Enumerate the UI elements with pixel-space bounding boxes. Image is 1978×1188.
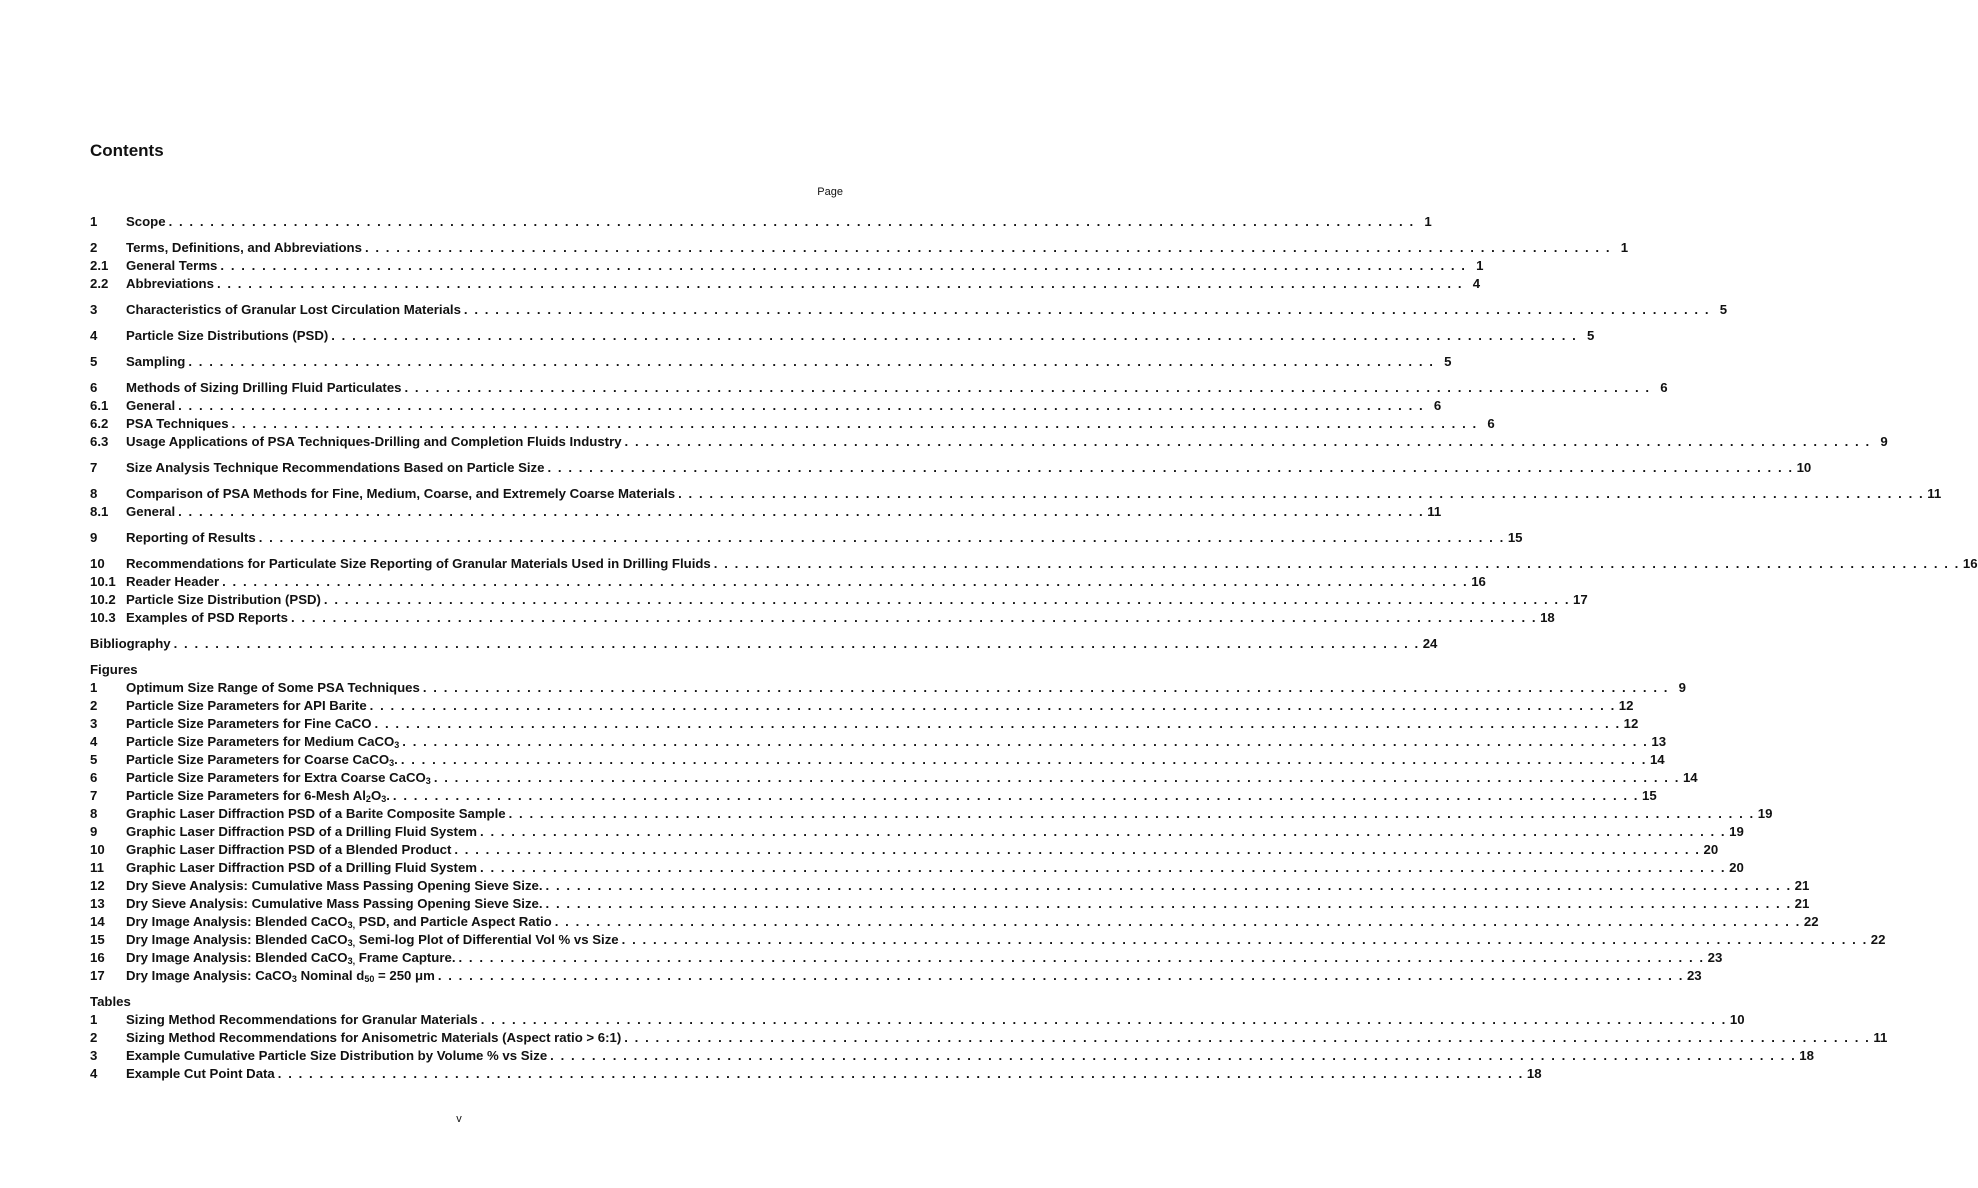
title-text: O bbox=[370, 788, 382, 803]
title-text: . bbox=[386, 788, 390, 803]
dot-leader: . . . . . . . . . . . . . . . . . . . . . . . . . . . . . . . . . . . . . . . . . . . . . . . . . . . . . . . . . . . . . . . . . . . . . . . . . . . . . . . . . . . . . . . . . . . . . . . . . . . . . . . . . . . . . . . . . . . . . . . . bbox=[220, 258, 1467, 273]
figure-entry-number: 17 bbox=[90, 968, 105, 983]
toc-entry-title bbox=[126, 353, 185, 371]
subscript: 3, bbox=[347, 938, 356, 948]
figure-entry-page: 20 bbox=[1729, 860, 1744, 875]
toc-entry-page: 11 bbox=[1427, 504, 1442, 519]
title-text: Particle Size Parameters for Coarse CaCO bbox=[126, 752, 390, 767]
table-entry-number: 1 bbox=[90, 1012, 98, 1027]
figure-entry-title bbox=[126, 733, 399, 751]
subscript: 3, bbox=[347, 956, 356, 966]
title-text: Semi-log Plot of Differential Vol % vs Size bbox=[355, 932, 619, 947]
figure-entry-title bbox=[126, 859, 477, 877]
figure-entry-page: 15 bbox=[1642, 788, 1657, 803]
toc-entry-title bbox=[126, 415, 229, 433]
title-text: = 250 μm bbox=[374, 968, 435, 983]
toc-entry-page: 1 bbox=[1620, 240, 1629, 255]
dot-leader: . . . . . . . . . . . . . . . . . . . . . . . . . . . . . . . . . . . . . . . . . . . . . . . . . . . . . . . . . . . . . . . . . . . . . . . . . . . . . . . . . . . . . . . . . . . . . . . . . . . . . . . . . . . . . . . . . . . . . . . . bbox=[222, 574, 1469, 589]
toc-entry-title bbox=[126, 239, 362, 257]
title-text: Dry Image Analysis: Blended CaCO bbox=[126, 932, 348, 947]
subscript: 50 bbox=[364, 974, 375, 984]
figure-entry-row[interactable] bbox=[90, 967, 1702, 985]
figure-entry-title bbox=[126, 877, 543, 895]
title-text: Example Cumulative Particle Size Distribution by Volume % vs Size bbox=[126, 1048, 548, 1063]
toc-entry-title bbox=[126, 573, 219, 591]
figure-entry-title bbox=[126, 805, 506, 823]
figure-entry-row[interactable] bbox=[90, 841, 1719, 859]
dot-leader: . . . . . . . . . . . . . . . . . . . . . . . . . . . . . . . . . . . . . . . . . . . . . . . . . . . . . . . . . . . . . . . . . . . . . . . . . . . . . . . . . . . . . . . . . . . . . . . . . . . . . . . . . . . . . . . . . . . . . . . . bbox=[422, 680, 1669, 695]
figure-entry-number: 7 bbox=[90, 788, 98, 803]
table-entry-title bbox=[126, 1011, 478, 1029]
title-text: . bbox=[394, 752, 398, 767]
figure-entry-title bbox=[126, 823, 477, 841]
subscript: 3, bbox=[347, 920, 356, 930]
table-entry-page: 10 bbox=[1729, 1012, 1745, 1027]
figure-entry-row[interactable] bbox=[90, 859, 1744, 877]
figure-entry-number: 2 bbox=[90, 698, 98, 713]
figure-entry-row[interactable] bbox=[90, 679, 1686, 697]
title-text: Scope bbox=[126, 214, 166, 229]
table-entry-title bbox=[126, 1065, 275, 1083]
figure-entry-number: 11 bbox=[90, 860, 104, 875]
dot-leader: . . . . . . . . . . . . . . . . . . . . . . . . . . . . . . . . . . . . . . . . . . . . . . . . . . . . . . . . . . . . . . . . . . . . . . . . . . . . . . . . . . . . . . . . . . . . . . . . . . . . . . . . . . . . . . . . . . . . . . . . bbox=[290, 610, 1538, 625]
dot-leader: . . . . . . . . . . . . . . . . . . . . . . . . . . . . . . . . . . . . . . . . . . . . . . . . . . . . . . . . . . . . . . . . . . . . . . . . . . . . . . . . . . . . . . . . . . . . . . . . . . . . . . . . . . . . . . . . . . . . . . . . bbox=[178, 398, 1425, 413]
toc-entry-row[interactable] bbox=[90, 397, 1442, 415]
figure-entry-page: 21 bbox=[1794, 896, 1810, 911]
table-entry-number: 4 bbox=[90, 1066, 98, 1081]
title-text: PSD, and Particle Aspect Ratio bbox=[355, 914, 552, 929]
dot-leader: . . . . . . . . . . . . . . . . . . . . . . . . . . . . . . . . . . . . . . . . . . . . . . . . . . . . . . . . . . . . . . . . . . . . . . . . . . . . . . . . . . . . . . . . . . . . . . . . . . . . . . . . . . . . . . . . . . . . . . . . bbox=[392, 788, 1640, 803]
figure-entry-row[interactable] bbox=[90, 877, 1810, 895]
subscript: 3 bbox=[425, 776, 431, 786]
bibliography-row[interactable] bbox=[90, 635, 1438, 653]
subscript: 3 bbox=[291, 974, 297, 984]
title-text: Particle Size Distributions (PSD) bbox=[126, 328, 329, 343]
figure-entry-title bbox=[126, 895, 543, 913]
toc-entry-page: 16 bbox=[1471, 574, 1486, 589]
title-text: Sizing Method Recommendations for Anisometric Materials (Aspect ratio > 6:1) bbox=[126, 1030, 622, 1045]
title-text: Frame Capture. bbox=[355, 950, 456, 965]
figure-entry-number: 4 bbox=[90, 734, 98, 749]
page-column-label: Page bbox=[817, 186, 843, 198]
dot-leader: . . . . . . . . . . . . . . . . . . . . . . . . . . . . . . . . . . . . . . . . . . . . . . . . . . . . . . . . . . . . . . . . . . . . . . . . . . . . . . . . . . . . . . . . . . . . . . . . . . . . . . . . . . . . . . . . . . . . . . . . bbox=[545, 878, 1792, 893]
figure-entry-title bbox=[126, 715, 372, 733]
figure-entry-number: 10 bbox=[90, 842, 105, 857]
figure-entry-page: 23 bbox=[1686, 968, 1702, 983]
table-entry-number: 2 bbox=[90, 1030, 98, 1045]
toc-entry-number: 8 bbox=[90, 486, 98, 501]
toc-entry-title bbox=[126, 609, 288, 627]
figure-entry-number: 9 bbox=[90, 824, 98, 839]
title-text: Particle Size Parameters for Extra Coarse CaCO bbox=[126, 770, 426, 785]
table-entry-title bbox=[126, 1047, 547, 1065]
toc-entry-page: 6 bbox=[1660, 380, 1668, 395]
table-of-contents bbox=[90, 205, 1978, 1083]
title-text: Dry Sieve Analysis: Cumulative Mass Passing Opening Sieve Size. bbox=[126, 878, 543, 893]
subscript: 2 bbox=[365, 794, 371, 804]
subscript: 3 bbox=[381, 794, 387, 804]
figure-entry-row[interactable] bbox=[90, 895, 1810, 913]
table-entry-title bbox=[126, 1029, 621, 1047]
bibliography-page: 24 bbox=[1422, 636, 1438, 651]
dot-leader: . . . . . . . . . . . . . . . . . . . . . . . . . . . . . . . . . . . . . . . . . . . . . . . . . . . . . . . . . . . . . . . . . . . . . . . . . . . . . . . . . . . . . . . . . . . . . . . . . . . . . . . . . . . . . . . . . . . . . . . . bbox=[463, 302, 1711, 317]
toc-entry-row[interactable] bbox=[90, 433, 1888, 451]
toc-entry-page: 11 bbox=[1927, 486, 1942, 501]
toc-entry-number: 7 bbox=[90, 460, 98, 475]
title-text: Particle Size Distribution (PSD) bbox=[126, 592, 321, 607]
dot-leader: . . . . . . . . . . . . . . . . . . . . . . . . . . . . . . . . . . . . . . . . . . . . . . . . . . . . . . . . . . . . . . . . . . . . . . . . . . . . . . . . . . . . . . . . . . . . . . . . . . . . . . . . . . . . . . . . . . . . . . . . bbox=[402, 734, 1649, 749]
dot-leader: . . . . . . . . . . . . . . . . . . . . . . . . . . . . . . . . . . . . . . . . . . . . . . . . . . . . . . . . . . . . . . . . . . . . . . . . . . . . . . . . . . . . . . . . . . . . . . . . . . . . . . . . . . . . . . . . . . . . . . . . bbox=[713, 556, 1960, 571]
figure-entry-title bbox=[126, 697, 367, 715]
figure-entry-page: 14 bbox=[1649, 752, 1665, 767]
title-text: Bibliography bbox=[90, 636, 171, 651]
table-entry-row[interactable] bbox=[90, 1029, 1888, 1047]
table-entry-page: 18 bbox=[1526, 1066, 1542, 1081]
title-text: Sampling bbox=[126, 354, 186, 369]
title-text: Graphic Laser Diffraction PSD of a Drilling Fluid System bbox=[126, 824, 478, 839]
title-text: Reporting of Results bbox=[126, 530, 256, 545]
figure-entry-page: 23 bbox=[1707, 950, 1723, 965]
toc-entry-row[interactable] bbox=[90, 327, 1595, 345]
dot-leader: . . . . . . . . . . . . . . . . . . . . . . . . . . . . . . . . . . . . . . . . . . . . . . . . . . . . . . . . . . . . . . . . . . . . . . . . . . . . . . . . . . . . . . . . . . . . . . . . . . . . . . . . . . . . . . . . . . . . . . . . bbox=[400, 752, 1647, 767]
toc-entry-title bbox=[126, 433, 622, 451]
toc-entry-number: 6.3 bbox=[90, 434, 109, 449]
table-entry-row[interactable] bbox=[90, 1047, 1814, 1065]
toc-entry-title bbox=[126, 555, 711, 573]
figure-entry-number: 5 bbox=[90, 752, 98, 767]
dot-leader: . . . . . . . . . . . . . . . . . . . . . . . . . . . . . . . . . . . . . . . . . . . . . . . . . . . . . . . . . . . . . . . . . . . . . . . . . . . . . . . . . . . . . . . . . . . . . . . . . . . . . . . . . . . . . . . . . . . . . . . . bbox=[231, 416, 1478, 431]
figure-entry-page: 20 bbox=[1703, 842, 1719, 857]
toc-entry-number: 4 bbox=[90, 328, 98, 343]
figure-entry-number: 8 bbox=[90, 806, 98, 821]
figure-entry-number: 6 bbox=[90, 770, 98, 785]
title-text: General bbox=[126, 504, 176, 519]
dot-leader: . . . . . . . . . . . . . . . . . . . . . . . . . . . . . . . . . . . . . . . . . . . . . . . . . . . . . . . . . . . . . . . . . . . . . . . . . . . . . . . . . . . . . . . . . . . . . . . . . . . . . . . . . . . . . . . . . . . . . . . . bbox=[364, 240, 1612, 255]
figure-entry-row[interactable] bbox=[90, 733, 1667, 751]
dot-leader: . . . . . . . . . . . . . . . . . . . . . . . . . . . . . . . . . . . . . . . . . . . . . . . . . . . . . . . . . . . . . . . . . . . . . . . . . . . . . . . . . . . . . . . . . . . . . . . . . . . . . . . . . . . . . . . . . . . . . . . . bbox=[433, 770, 1680, 785]
toc-entry-number: 8.1 bbox=[90, 504, 109, 519]
toc-entry-row[interactable] bbox=[90, 503, 1442, 521]
figure-entry-title bbox=[126, 751, 398, 769]
toc-entry-page: 6 bbox=[1487, 416, 1495, 431]
toc-entry-row[interactable] bbox=[90, 213, 1432, 231]
title-text: Particle Size Parameters for Fine CaCO bbox=[126, 716, 372, 731]
toc-entry-title bbox=[126, 213, 166, 231]
toc-entry-row[interactable] bbox=[90, 239, 1629, 257]
toc-entry-row[interactable] bbox=[90, 485, 1942, 503]
title-text: Example Cut Point Data bbox=[126, 1066, 275, 1081]
figure-entry-title bbox=[126, 769, 431, 787]
figure-entry-page: 12 bbox=[1623, 716, 1639, 731]
toc-entry-page: 9 bbox=[1880, 434, 1888, 449]
figure-entry-title bbox=[126, 841, 451, 859]
dot-leader: . . . . . . . . . . . . . . . . . . . . . . . . . . . . . . . . . . . . . . . . . . . . . . . . . . . . . . . . . . . . . . . . . . . . . . . . . . . . . . . . . . . . . . . . . . . . . . . . . . . . . . . . . . . . . . . . . . . . . . . . bbox=[545, 896, 1792, 911]
toc-entry-row[interactable] bbox=[90, 301, 1728, 319]
figure-entry-number: 16 bbox=[90, 950, 105, 965]
toc-entry-number: 9 bbox=[90, 530, 98, 545]
figure-entry-number: 1 bbox=[90, 680, 98, 695]
title-text: Nominal d bbox=[296, 968, 365, 983]
toc-entry-row[interactable] bbox=[90, 591, 1588, 609]
subscript: 3 bbox=[394, 740, 400, 750]
toc-entry-number: 2.1 bbox=[90, 258, 109, 273]
tables-heading: Tables bbox=[90, 994, 131, 1009]
dot-leader: . . . . . . . . . . . . . . . . . . . . . . . . . . . . . . . . . . . . . . . . . . . . . . . . . . . . . . . . . . . . . . . . . . . . . . . . . . . . . . . . . . . . . . . . . . . . . . . . . . . . . . . . . . . . . . . . . . . . . . . . bbox=[554, 914, 1801, 929]
figure-entry-number: 15 bbox=[90, 932, 105, 947]
toc-entry-number: 10.3 bbox=[90, 610, 116, 625]
dot-leader: . . . . . . . . . . . . . . . . . . . . . . . . . . . . . . . . . . . . . . . . . . . . . . . . . . . . . . . . . . . . . . . . . . . . . . . . . . . . . . . . . . . . . . . . . . . . . . . . . . . . . . . . . . . . . . . . . . . . . . . . bbox=[277, 1066, 1524, 1081]
figure-entry-number: 13 bbox=[90, 896, 105, 911]
figure-entry-page: 19 bbox=[1757, 806, 1773, 821]
dot-leader: . . . . . . . . . . . . . . . . . . . . . . . . . . . . . . . . . . . . . . . . . . . . . . . . . . . . . . . . . . . . . . . . . . . . . . . . . . . . . . . . . . . . . . . . . . . . . . . . . . . . . . . . . . . . . . . . . . . . . . . . bbox=[508, 806, 1755, 821]
figure-entry-row[interactable] bbox=[90, 823, 1744, 841]
dot-leader: . . . . . . . . . . . . . . . . . . . . . . . . . . . . . . . . . . . . . . . . . . . . . . . . . . . . . . . . . . . . . . . . . . . . . . . . . . . . . . . . . . . . . . . . . . . . . . . . . . . . . . . . . . . . . . . . . . . . . . . . bbox=[480, 860, 1727, 875]
toc-entry-page: 16 bbox=[1962, 556, 1978, 571]
toc-entry-number: 3 bbox=[90, 302, 98, 317]
dot-leader: . . . . . . . . . . . . . . . . . . . . . . . . . . . . . . . . . . . . . . . . . . . . . . . . . . . . . . . . . . . . . . . . . . . . . . . . . . . . . . . . . . . . . . . . . . . . . . . . . . . . . . . . . . . . . . . . . . . . . . . . bbox=[437, 968, 1684, 983]
title-text: General Terms bbox=[126, 258, 218, 273]
title-text: Recommendations for Particulate Size Reporting of Granular Materials Used in Drilling Fluids bbox=[126, 556, 711, 571]
dot-leader: . . . . . . . . . . . . . . . . . . . . . . . . . . . . . . . . . . . . . . . . . . . . . . . . . . . . . . . . . . . . . . . . . . . . . . . . . . . . . . . . . . . . . . . . . . . . . . . . . . . . . . . . . . . . . . . . . . . . . . . . bbox=[404, 380, 1651, 395]
toc-entry-row[interactable] bbox=[90, 555, 1978, 573]
title-text: PSA Techniques bbox=[126, 416, 229, 431]
title-text: Size Analysis Technique Recommendations Based on Particle Size bbox=[126, 460, 545, 475]
figure-entry-title bbox=[126, 967, 435, 985]
toc-entry-number: 10 bbox=[90, 556, 105, 571]
dot-leader: . . . . . . . . . . . . . . . . . . . . . . . . . . . . . . . . . . . . . . . . . . . . . . . . . . . . . . . . . . . . . . . . . . . . . . . . . . . . . . . . . . . . . . . . . . . . . . . . . . . . . . . . . . . . . . . . . . . . . . . . bbox=[547, 460, 1794, 475]
figure-entry-page: 22 bbox=[1870, 932, 1886, 947]
figure-entry-row[interactable] bbox=[90, 769, 1698, 787]
figure-entry-row[interactable] bbox=[90, 787, 1657, 805]
title-text: Sizing Method Recommendations for Granular Materials bbox=[126, 1012, 478, 1027]
title-text: Dry Image Analysis: CaCO bbox=[126, 968, 292, 983]
figure-entry-row[interactable] bbox=[90, 805, 1773, 823]
toc-entry-title bbox=[126, 275, 214, 293]
title-text: Comparison of PSA Methods for Fine, Medium, Coarse, and Extremely Coarse Materials bbox=[126, 486, 676, 501]
dot-leader: . . . . . . . . . . . . . . . . . . . . . . . . . . . . . . . . . . . . . . . . . . . . . . . . . . . . . . . . . . . . . . . . . . . . . . . . . . . . . . . . . . . . . . . . . . . . . . . . . . . . . . . . . . . . . . . . . . . . . . . . bbox=[454, 842, 1701, 857]
toc-entry-number: 2 bbox=[90, 240, 98, 255]
page-number-footer: v bbox=[456, 1113, 462, 1125]
toc-entry-page: 18 bbox=[1540, 610, 1555, 625]
title-text: Terms, Definitions, and Abbreviations bbox=[126, 240, 362, 255]
figure-entry-title bbox=[126, 787, 390, 805]
figure-entry-title bbox=[126, 913, 552, 931]
title-text: Particle Size Parameters for 6-Mesh Al bbox=[126, 788, 366, 803]
dot-leader: . . . . . . . . . . . . . . . . . . . . . . . . . . . . . . . . . . . . . . . . . . . . . . . . . . . . . . . . . . . . . . . . . . . . . . . . . . . . . . . . . . . . . . . . . . . . . . . . . . . . . . . . . . . . . . . . . . . . . . . . bbox=[178, 504, 1425, 519]
title-text: Characteristics of Granular Lost Circulation Materials bbox=[126, 302, 461, 317]
figures-heading: Figures bbox=[90, 662, 138, 677]
toc-entry-page: 5 bbox=[1719, 302, 1728, 317]
figure-entry-page: 21 bbox=[1794, 878, 1810, 893]
toc-entry-row[interactable] bbox=[90, 257, 1484, 275]
dot-leader: . . . . . . . . . . . . . . . . . . . . . . . . . . . . . . . . . . . . . . . . . . . . . . . . . . . . . . . . . . . . . . . . . . . . . . . . . . . . . . . . . . . . . . . . . . . . . . . . . . . . . . . . . . . . . . . . . . . . . . . . bbox=[374, 716, 1621, 731]
toc-entry-number: 5 bbox=[90, 354, 98, 369]
dot-leader: . . . . . . . . . . . . . . . . . . . . . . . . . . . . . . . . . . . . . . . . . . . . . . . . . . . . . . . . . . . . . . . . . . . . . . . . . . . . . . . . . . . . . . . . . . . . . . . . . . . . . . . . . . . . . . . . . . . . . . . . bbox=[621, 932, 1868, 947]
title-text: Optimum Size Range of Some PSA Techniques bbox=[126, 680, 420, 695]
dot-leader: . . . . . . . . . . . . . . . . . . . . . . . . . . . . . . . . . . . . . . . . . . . . . . . . . . . . . . . . . . . . . . . . . . . . . . . . . . . . . . . . . . . . . . . . . . . . . . . . . . . . . . . . . . . . . . . . . . . . . . . . bbox=[331, 328, 1578, 343]
title-text: Particle Size Parameters for API Barite bbox=[126, 698, 367, 713]
toc-entry-number: 10.2 bbox=[90, 592, 116, 607]
toc-entry-number: 10.1 bbox=[90, 574, 116, 589]
title-text: Abbreviations bbox=[126, 276, 214, 291]
figure-entry-page: 14 bbox=[1682, 770, 1698, 785]
subscript: 3 bbox=[389, 758, 395, 768]
toc-entry-page: 5 bbox=[1587, 328, 1595, 343]
toc-entry-title bbox=[126, 301, 461, 319]
figure-entry-row[interactable] bbox=[90, 751, 1665, 769]
toc-entry-row[interactable] bbox=[90, 379, 1668, 397]
page-title: Contents bbox=[90, 141, 164, 160]
toc-entry-title bbox=[126, 397, 175, 415]
toc-entry-page: 5 bbox=[1444, 354, 1452, 369]
dot-leader: . . . . . . . . . . . . . . . . . . . . . . . . . . . . . . . . . . . . . . . . . . . . . . . . . . . . . . . . . . . . . . . . . . . . . . . . . . . . . . . . . . . . . . . . . . . . . . . . . . . . . . . . . . . . . . . . . . . . . . . . bbox=[173, 636, 1420, 651]
title-text: Methods of Sizing Drilling Fluid Particulates bbox=[126, 380, 402, 395]
figure-entry-number: 14 bbox=[90, 914, 105, 929]
toc-entry-row[interactable] bbox=[90, 275, 1481, 293]
title-text: Usage Applications of PSA Techniques-Drilling and Completion Fluids Industry bbox=[126, 434, 622, 449]
dot-leader: . . . . . . . . . . . . . . . . . . . . . . . . . . . . . . . . . . . . . . . . . . . . . . . . . . . . . . . . . . . . . . . . . . . . . . . . . . . . . . . . . . . . . . . . . . . . . . . . . . . . . . . . . . . . . . . . . . . . . . . . bbox=[624, 434, 1871, 449]
figure-entry-page: 13 bbox=[1651, 734, 1667, 749]
dot-leader: . . . . . . . . . . . . . . . . . . . . . . . . . . . . . . . . . . . . . . . . . . . . . . . . . . . . . . . . . . . . . . . . . . . . . . . . . . . . . . . . . . . . . . . . . . . . . . . . . . . . . . . . . . . . . . . . . . . . . . . . bbox=[678, 486, 1925, 501]
toc-entry-title bbox=[126, 459, 544, 477]
figure-entry-row[interactable] bbox=[90, 697, 1634, 715]
toc-entry-row[interactable] bbox=[90, 529, 1523, 547]
figure-entry-page: 9 bbox=[1678, 680, 1686, 695]
figure-entry-title bbox=[126, 679, 420, 697]
toc-entry-number: 2.2 bbox=[90, 276, 109, 291]
figure-entry-page: 22 bbox=[1803, 914, 1819, 929]
figure-entry-page: 12 bbox=[1618, 698, 1634, 713]
toc-entry-page: 4 bbox=[1472, 276, 1481, 291]
dot-leader: . . . . . . . . . . . . . . . . . . . . . . . . . . . . . . . . . . . . . . . . . . . . . . . . . . . . . . . . . . . . . . . . . . . . . . . . . . . . . . . . . . . . . . . . . . . . . . . . . . . . . . . . . . . . . . . . . . . . . . . . bbox=[188, 354, 1435, 369]
title-text: General bbox=[126, 398, 176, 413]
title-text: Dry Image Analysis: Blended CaCO bbox=[126, 914, 348, 929]
table-entry-page: 18 bbox=[1799, 1048, 1814, 1063]
title-text: Reader Header bbox=[126, 574, 220, 589]
title-text: Graphic Laser Diffraction PSD of a Blended Product bbox=[126, 842, 452, 857]
bibliography-title bbox=[90, 635, 171, 653]
toc-entry-title bbox=[126, 591, 321, 609]
toc-entry-number: 6.2 bbox=[90, 416, 109, 431]
dot-leader: . . . . . . . . . . . . . . . . . . . . . . . . . . . . . . . . . . . . . . . . . . . . . . . . . . . . . . . . . . . . . . . . . . . . . . . . . . . . . . . . . . . . . . . . . . . . . . . . . . . . . . . . . . . . . . . . . . . . . . . . bbox=[369, 698, 1616, 713]
figure-entry-row[interactable] bbox=[90, 949, 1723, 967]
title-text: Dry Sieve Analysis: Cumulative Mass Passing Opening Sieve Size. bbox=[126, 896, 543, 911]
toc-entry-page: 1 bbox=[1476, 258, 1484, 273]
title-text: Graphic Laser Diffraction PSD of a Barite Composite Sample bbox=[126, 806, 506, 821]
figure-entry-number: 12 bbox=[90, 878, 105, 893]
toc-entry-number: 6.1 bbox=[90, 398, 109, 413]
toc-entry-page: 10 bbox=[1796, 460, 1812, 475]
dot-leader: . . . . . . . . . . . . . . . . . . . . . . . . . . . . . . . . . . . . . . . . . . . . . . . . . . . . . . . . . . . . . . . . . . . . . . . . . . . . . . . . . . . . . . . . . . . . . . . . . . . . . . . . . . . . . . . . . . . . . . . . bbox=[550, 1048, 1797, 1063]
figure-entry-title bbox=[126, 949, 456, 967]
title-text: Examples of PSD Reports bbox=[126, 610, 288, 625]
figure-entry-row[interactable] bbox=[90, 913, 1819, 931]
toc-entry-title bbox=[126, 503, 175, 521]
table-entry-row[interactable] bbox=[90, 1065, 1542, 1083]
toc-entry-title bbox=[126, 327, 328, 345]
title-text: Dry Image Analysis: Blended CaCO bbox=[126, 950, 348, 965]
dot-leader: . . . . . . . . . . . . . . . . . . . . . . . . . . . . . . . . . . . . . . . . . . . . . . . . . . . . . . . . . . . . . . . . . . . . . . . . . . . . . . . . . . . . . . . . . . . . . . . . . . . . . . . . . . . . . . . . . . . . . . . . bbox=[624, 1030, 1871, 1045]
dot-leader: . . . . . . . . . . . . . . . . . . . . . . . . . . . . . . . . . . . . . . . . . . . . . . . . . . . . . . . . . . . . . . . . . . . . . . . . . . . . . . . . . . . . . . . . . . . . . . . . . . . . . . . . . . . . . . . . . . . . . . . . bbox=[323, 592, 1571, 607]
figure-entry-title bbox=[126, 931, 619, 949]
figure-entry-page: 19 bbox=[1729, 824, 1744, 839]
dot-leader: . . . . . . . . . . . . . . . . . . . . . . . . . . . . . . . . . . . . . . . . . . . . . . . . . . . . . . . . . . . . . . . . . . . . . . . . . . . . . . . . . . . . . . . . . . . . . . . . . . . . . . . . . . . . . . . . . . . . . . . . bbox=[258, 530, 1505, 545]
table-entry-page: 11 bbox=[1873, 1030, 1888, 1045]
toc-entry-page: 15 bbox=[1507, 530, 1523, 545]
toc-entry-row[interactable] bbox=[90, 459, 1812, 477]
toc-entry-row[interactable] bbox=[90, 609, 1555, 627]
toc-entry-title bbox=[126, 485, 675, 503]
dot-leader: . . . . . . . . . . . . . . . . . . . . . . . . . . . . . . . . . . . . . . . . . . . . . . . . . . . . . . . . . . . . . . . . . . . . . . . . . . . . . . . . . . . . . . . . . . . . . . . . . . . . . . . . . . . . . . . . . . . . . . . . bbox=[168, 214, 1415, 229]
toc-entry-page: 6 bbox=[1433, 398, 1442, 413]
toc-entry-title bbox=[126, 529, 256, 547]
toc-entry-number: 1 bbox=[90, 214, 98, 229]
toc-entry-row[interactable] bbox=[90, 415, 1495, 433]
dot-leader: . . . . . . . . . . . . . . . . . . . . . . . . . . . . . . . . . . . . . . . . . . . . . . . . . . . . . . . . . . . . . . . . . . . . . . . . . . . . . . . . . . . . . . . . . . . . . . . . . . . . . . . . . . . . . . . . . . . . . . . . bbox=[458, 950, 1705, 965]
title-text: Graphic Laser Diffraction PSD of a Drilling Fluid System bbox=[126, 860, 478, 875]
dot-leader: . . . . . . . . . . . . . . . . . . . . . . . . . . . . . . . . . . . . . . . . . . . . . . . . . . . . . . . . . . . . . . . . . . . . . . . . . . . . . . . . . . . . . . . . . . . . . . . . . . . . . . . . . . . . . . . . . . . . . . . . bbox=[480, 824, 1727, 839]
toc-entry-page: 17 bbox=[1573, 592, 1588, 607]
toc-entry-page: 1 bbox=[1424, 214, 1432, 229]
table-entry-row[interactable] bbox=[90, 1011, 1745, 1029]
dot-leader: . . . . . . . . . . . . . . . . . . . . . . . . . . . . . . . . . . . . . . . . . . . . . . . . . . . . . . . . . . . . . . . . . . . . . . . . . . . . . . . . . . . . . . . . . . . . . . . . . . . . . . . . . . . . . . . . . . . . . . . . bbox=[480, 1012, 1727, 1027]
toc-entry-title bbox=[126, 257, 217, 275]
figure-entry-number: 3 bbox=[90, 716, 98, 731]
dot-leader: . . . . . . . . . . . . . . . . . . . . . . . . . . . . . . . . . . . . . . . . . . . . . . . . . . . . . . . . . . . . . . . . . . . . . . . . . . . . . . . . . . . . . . . . . . . . . . . . . . . . . . . . . . . . . . . . . . . . . . . . bbox=[216, 276, 1464, 291]
figure-entry-row[interactable] bbox=[90, 931, 1886, 949]
figure-entry-row[interactable] bbox=[90, 715, 1639, 733]
toc-entry-row[interactable] bbox=[90, 573, 1486, 591]
toc-entry-number: 6 bbox=[90, 380, 98, 395]
title-text: Particle Size Parameters for Medium CaCO bbox=[126, 734, 395, 749]
table-entry-number: 3 bbox=[90, 1048, 98, 1063]
toc-entry-title bbox=[126, 379, 402, 397]
toc-entry-row[interactable] bbox=[90, 353, 1452, 371]
